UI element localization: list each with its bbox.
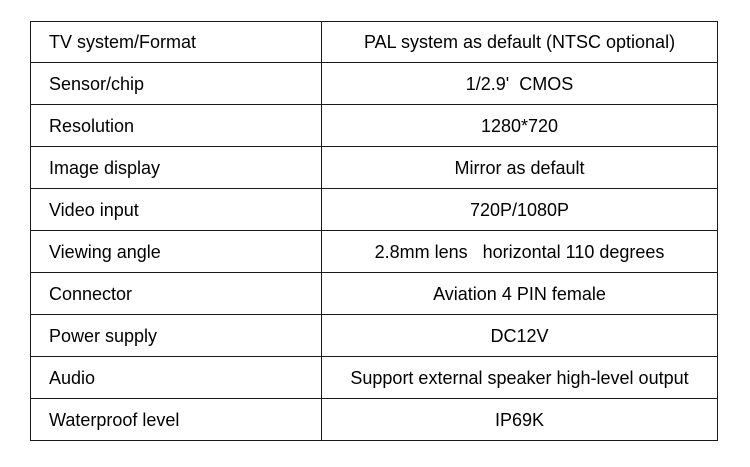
- parameter-cell: Image display: [31, 147, 322, 189]
- parameter-cell: Waterproof level: [31, 399, 322, 441]
- table-row: [31, 315, 718, 357]
- table-row: [31, 399, 718, 441]
- parameter-cell: Viewing angle: [31, 231, 322, 273]
- value-cell: 720P/1080P: [322, 189, 718, 231]
- parameter-cell: Video input: [31, 189, 322, 231]
- value-cell: PAL system as default (NTSC optional): [322, 22, 718, 63]
- spec-table: [30, 21, 718, 441]
- value-cell: 2.8mm lens horizontal 110 degrees: [322, 231, 718, 273]
- parameter-cell: TV system/Format: [31, 22, 322, 63]
- spec-table-body: [31, 22, 718, 441]
- parameter-cell: Connector: [31, 273, 322, 315]
- table-row: [31, 105, 718, 147]
- table-row: [31, 273, 718, 315]
- value-cell: 1/2.9' CMOS: [322, 63, 718, 105]
- value-cell: Mirror as default: [322, 147, 718, 189]
- table-row: [31, 63, 718, 105]
- value-cell: DC12V: [322, 315, 718, 357]
- table-row: [31, 22, 718, 63]
- table-row: [31, 357, 718, 399]
- value-cell: IP69K: [322, 399, 718, 441]
- table-row: [31, 231, 718, 273]
- parameter-cell: Sensor/chip: [31, 63, 322, 105]
- table-row: [31, 189, 718, 231]
- parameter-cell: Resolution: [31, 105, 322, 147]
- table-row: [31, 147, 718, 189]
- value-cell: 1280*720: [322, 105, 718, 147]
- parameter-cell: Power supply: [31, 315, 322, 357]
- value-cell: Aviation 4 PIN female: [322, 273, 718, 315]
- value-cell: Support external speaker high-level output: [322, 357, 718, 399]
- parameter-cell: Audio: [31, 357, 322, 399]
